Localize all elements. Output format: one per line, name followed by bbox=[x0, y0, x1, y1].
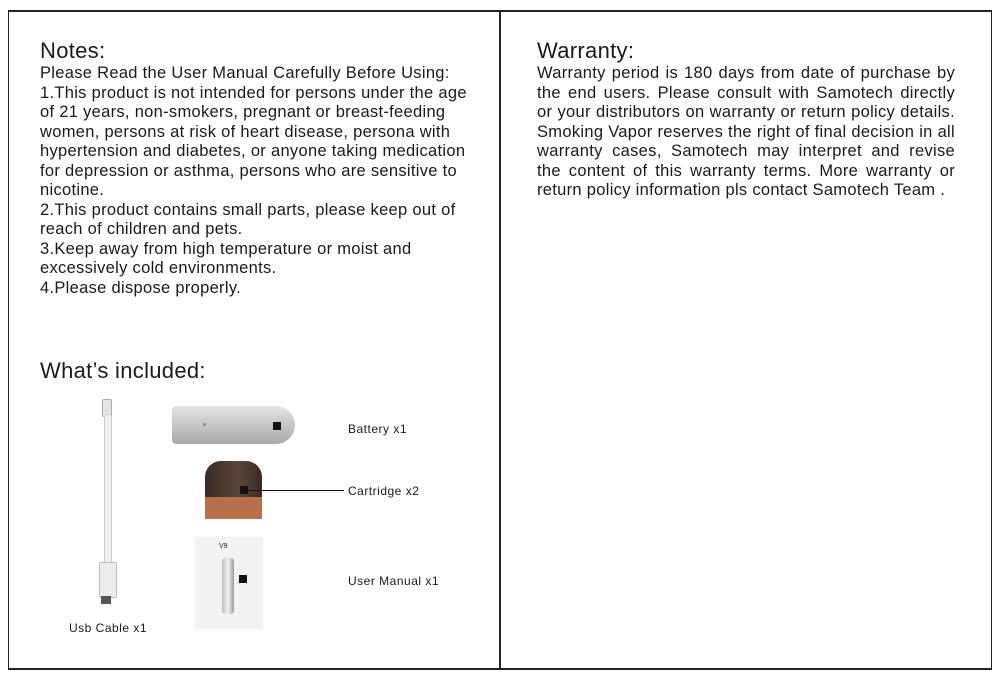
battery-label: Battery x1 bbox=[348, 422, 408, 436]
column-divider bbox=[499, 10, 501, 670]
included-heading: What’s included: bbox=[40, 358, 206, 383]
usb-cable-wire bbox=[104, 414, 112, 566]
cartridge-image-top bbox=[205, 461, 262, 499]
battery-marker bbox=[273, 422, 281, 430]
note-item-2: 2.This product contains small parts, please keep out of reach of children and pets. bbox=[40, 200, 456, 238]
warranty-text: Warranty period is 180 days from date of purchase by the end users. Please consult with Samotech directly or your distributors on warranty or return policy details. Smoking Vapor reserves the right of final decision in all warranty cases, Samotech may interpret and revise the content of this warranty terms. More warranty or return policy information pls contact Samotech Team . bbox=[537, 64, 955, 199]
note-item-4: 4.Please dispose properly. bbox=[40, 278, 242, 297]
notes-heading: Notes: bbox=[40, 38, 106, 63]
notes-section bbox=[40, 38, 470, 298]
note-item-3: 3.Keep away from high temperature or moist and excessively cold environments. bbox=[40, 239, 412, 277]
cartridge-label: Cartridge x2 bbox=[348, 484, 420, 498]
notes-list bbox=[40, 84, 470, 299]
cartridge-leader-line bbox=[248, 490, 344, 491]
warranty-heading: Warranty: bbox=[537, 38, 635, 63]
notes-intro: Please Read the User Manual Carefully Before Using: bbox=[40, 64, 450, 82]
battery-indicator bbox=[203, 423, 206, 426]
note-item-1: 1.This product is not intended for persons under the age of 21 years, non-smokers, pregnant or breast-feeding women, persons at risk of heart disease, persona with hypertension and diabetes, or anyone taking medication for depression or asthma, persons who are sensitive to nicotine. bbox=[40, 83, 467, 199]
manual-device-illustration bbox=[222, 558, 234, 614]
usb-cable-plug-tip bbox=[101, 596, 111, 604]
usb-cable-label: Usb Cable x1 bbox=[69, 621, 148, 635]
warranty-section bbox=[537, 38, 955, 201]
cartridge-marker bbox=[240, 486, 248, 494]
usb-cable-plug bbox=[99, 562, 117, 598]
manual-marker bbox=[239, 575, 247, 583]
cartridge-image-base bbox=[205, 497, 262, 519]
user-manual-label: User Manual x1 bbox=[348, 574, 440, 588]
manual-cover-title: V9 bbox=[219, 543, 228, 550]
